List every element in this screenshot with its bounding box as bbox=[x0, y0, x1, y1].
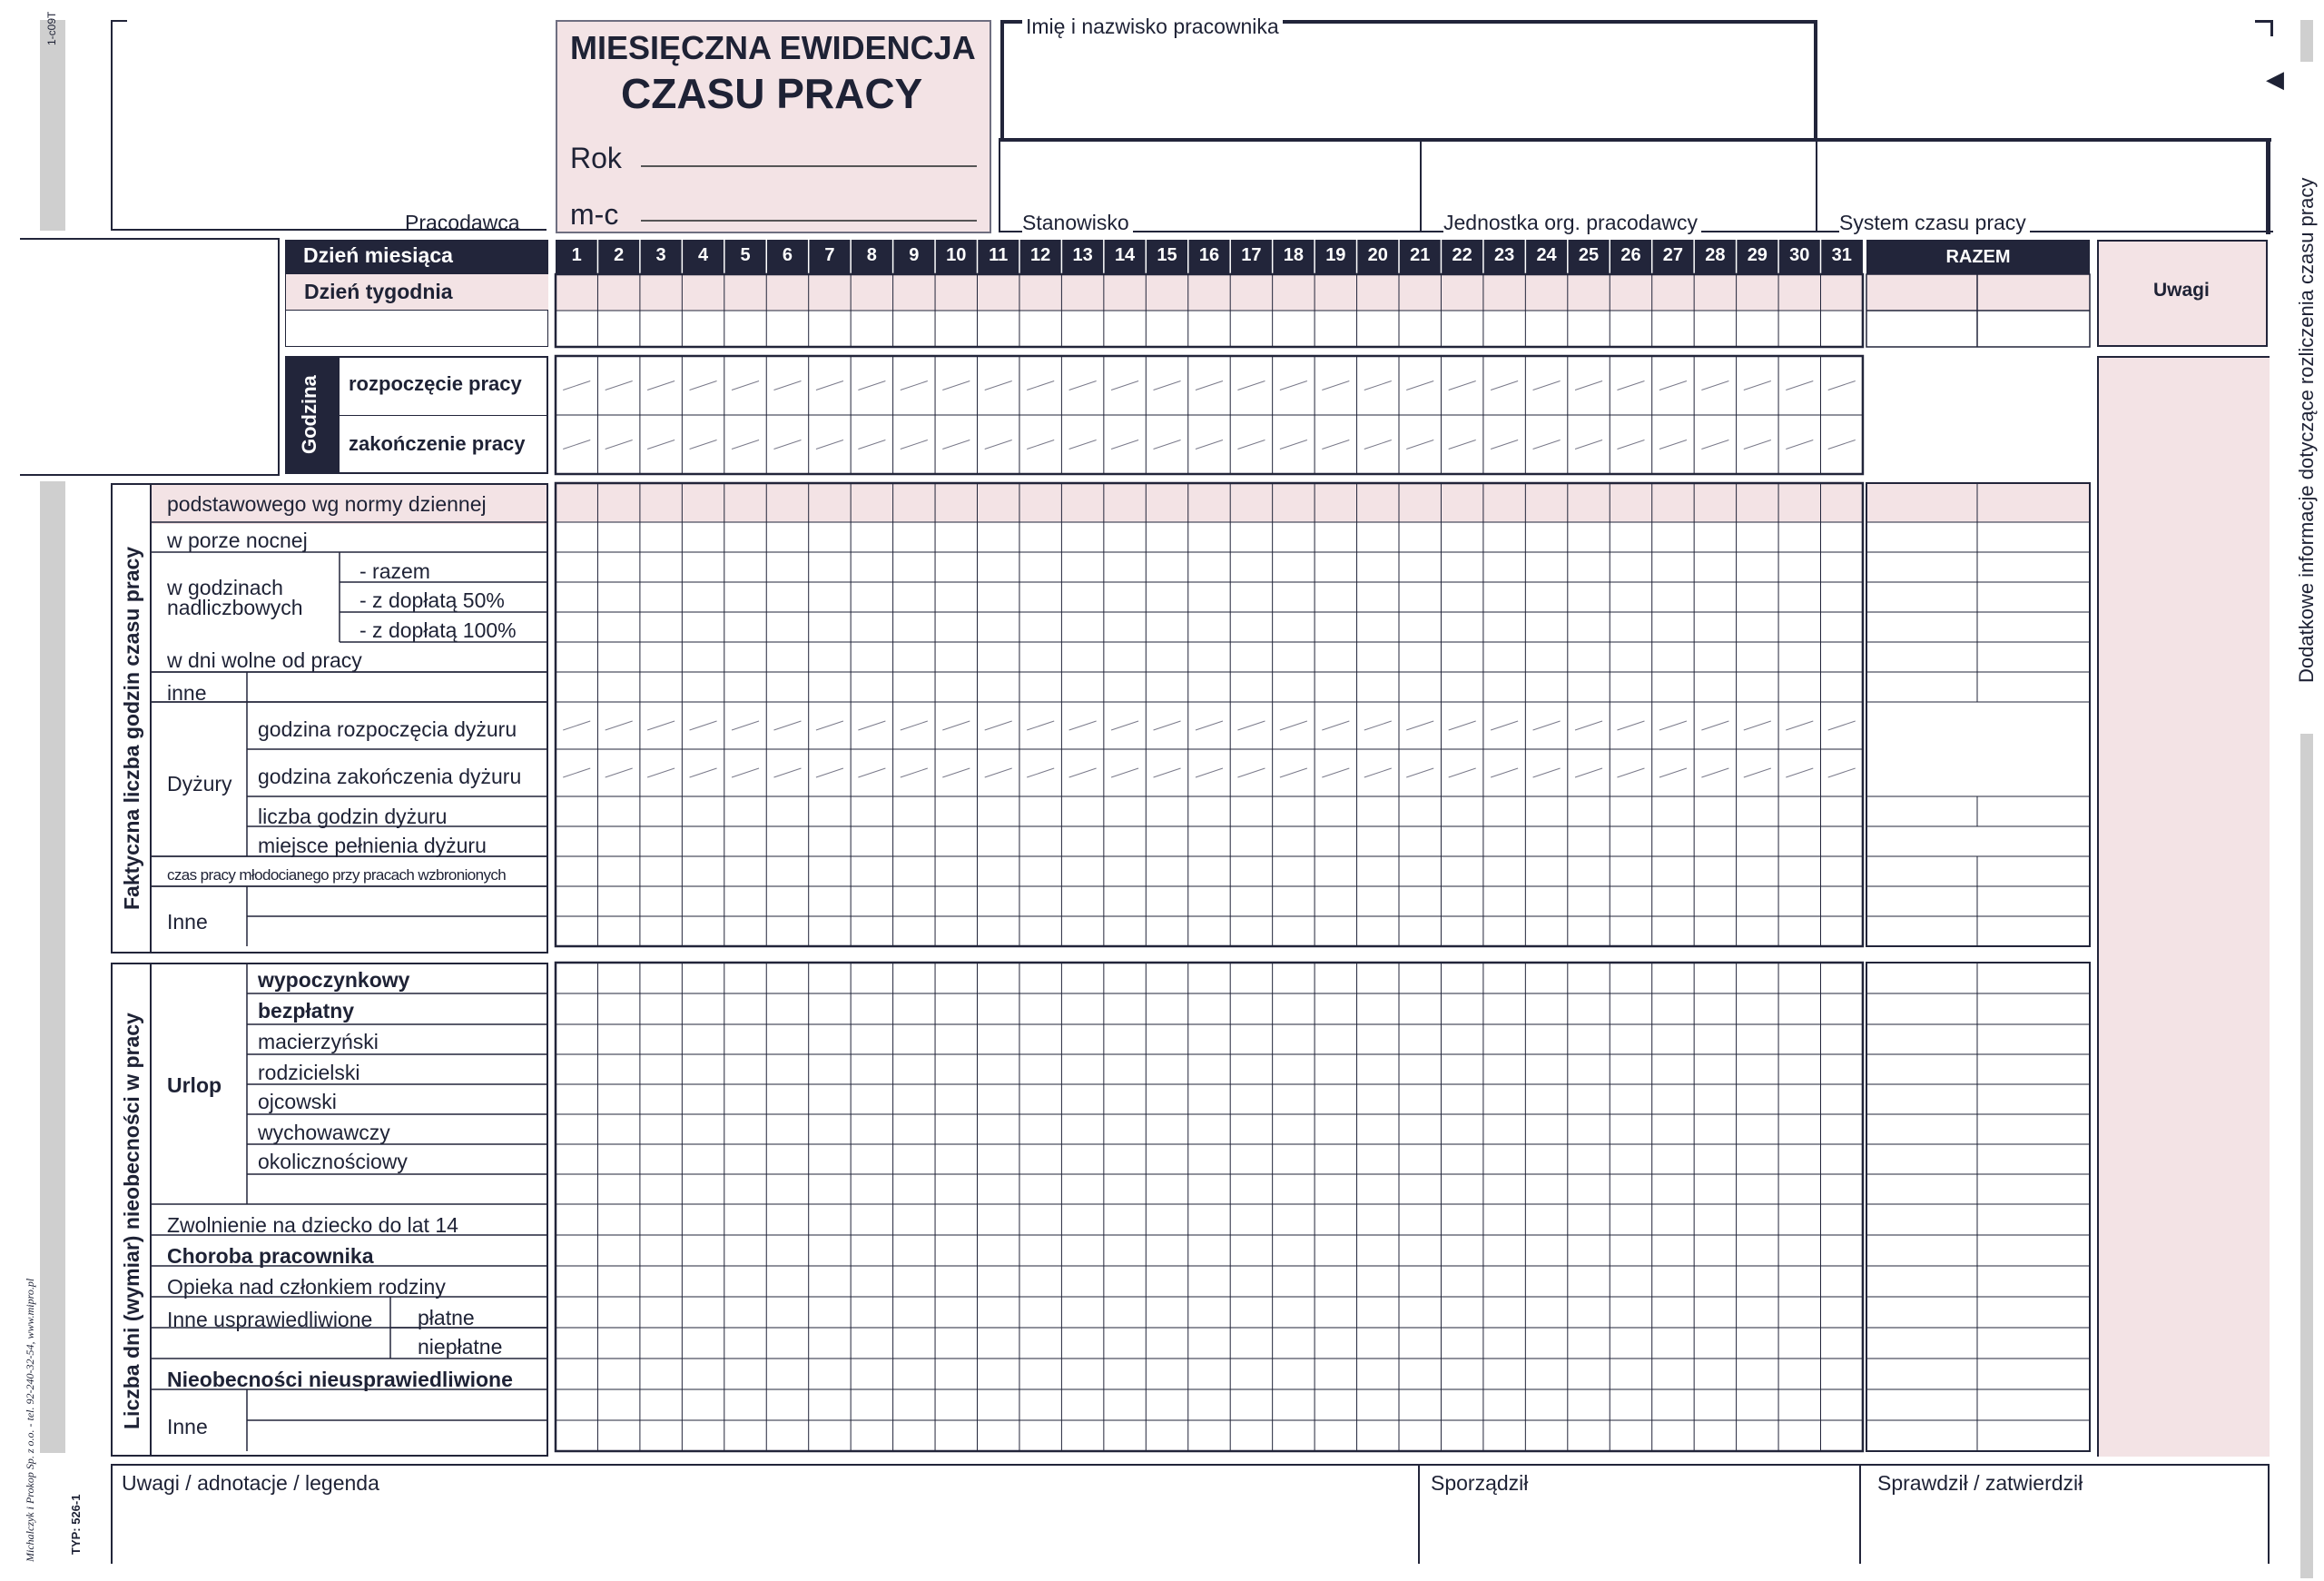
other-justified-label: Inne usprawiedliwione bbox=[167, 1308, 373, 1331]
day-number-3: 3 bbox=[655, 245, 666, 265]
leave-childcare-label: wychowawczy bbox=[258, 1121, 390, 1144]
day-number-18: 18 bbox=[1283, 245, 1304, 265]
employee-name-label: Imię i nazwisko pracownika bbox=[1022, 15, 1283, 39]
day-number-26: 26 bbox=[1620, 245, 1641, 265]
arrow-left-icon: ◀ bbox=[2266, 65, 2284, 93]
prepared-label: Sporządził bbox=[1431, 1471, 1529, 1495]
day-number-9: 9 bbox=[909, 245, 920, 265]
duty-end-label: godzina zakończenia dyżuru bbox=[258, 765, 522, 788]
days-off-label: w dni wolne od pracy bbox=[167, 648, 362, 672]
overtime-label: w godzinach nadliczbowych bbox=[167, 576, 303, 619]
title-line2: CZASU PRACY bbox=[621, 70, 923, 117]
leave-label: Urlop bbox=[167, 1073, 222, 1097]
overtime-50-label: - z dopłatą 50% bbox=[359, 588, 505, 612]
day-number-8: 8 bbox=[866, 245, 877, 265]
section2-title: Liczba dni (wymiar) nieobecności w pracy bbox=[120, 1013, 143, 1429]
duty-hours-label: liczba godzin dyżuru bbox=[258, 805, 448, 828]
other-absence-label: Inne bbox=[167, 1415, 208, 1438]
position-label: Stanowisko bbox=[1022, 211, 1133, 235]
duty-start-label: godzina rozpoczęcia dyżuru bbox=[258, 717, 517, 741]
day-number-20: 20 bbox=[1367, 245, 1388, 265]
leave-maternity-label: macierzyński bbox=[258, 1030, 379, 1053]
day-number-6: 6 bbox=[782, 245, 793, 265]
day-number-28: 28 bbox=[1705, 245, 1726, 265]
work-end-label: zakończenie pracy bbox=[349, 432, 526, 455]
day-of-week-label: Dzień tygodnia bbox=[304, 280, 453, 303]
day-number-13: 13 bbox=[1072, 245, 1093, 265]
godzina-label: Godzina bbox=[298, 375, 320, 454]
printer-info: Michalczyk i Prokop Sp. z o.o. - tel. 92-240-32-54, www.mipro.pl bbox=[24, 1278, 36, 1562]
family-care-label: Opieka nad członkiem rodziny bbox=[167, 1275, 446, 1299]
employer-label: Pracodawca bbox=[405, 211, 520, 234]
day-number-31: 31 bbox=[1831, 245, 1852, 265]
leave-unpaid-label: bezpłatny bbox=[258, 999, 355, 1023]
day-number-14: 14 bbox=[1114, 245, 1136, 265]
other2-label: Inne bbox=[167, 910, 208, 934]
juvenile-label: czas pracy młodocianego przy pracach wzbronionych bbox=[167, 866, 507, 884]
leave-parental-label: rodzicielski bbox=[258, 1061, 360, 1084]
day-number-27: 27 bbox=[1662, 245, 1684, 265]
unpaid-label: niepłatne bbox=[418, 1335, 503, 1359]
day-number-4: 4 bbox=[698, 245, 709, 265]
duty-label: Dyżury bbox=[167, 772, 232, 795]
day-number-16: 16 bbox=[1198, 245, 1220, 265]
overtime-total-label: - razem bbox=[359, 559, 430, 583]
day-number-24: 24 bbox=[1536, 245, 1557, 265]
leave-paternity-label: ojcowski bbox=[258, 1090, 337, 1113]
overtime-100-label: - z dopłatą 100% bbox=[359, 618, 517, 642]
day-number-23: 23 bbox=[1493, 245, 1515, 265]
day-of-month-header: Dzień miesiąca bbox=[285, 240, 548, 274]
day-number-12: 12 bbox=[1030, 245, 1051, 265]
day-number-7: 7 bbox=[824, 245, 835, 265]
system-label: System czasu pracy bbox=[1839, 211, 2030, 235]
sickness-label: Choroba pracownika bbox=[167, 1244, 374, 1268]
form-code: 1-c09T bbox=[45, 11, 58, 45]
notes-label: Uwagi / adnotacje / legenda bbox=[122, 1471, 379, 1495]
right-side-text: Dodatkowe informacje dotyczące rozliczenia czasu pracy bbox=[2295, 177, 2318, 683]
razem-header: RAZEM bbox=[1866, 240, 2090, 274]
approved-label: Sprawdził / zatwierdził bbox=[1877, 1471, 2083, 1495]
day-number-5: 5 bbox=[740, 245, 751, 265]
unjustified-label: Nieobecności nieusprawiedliwione bbox=[167, 1368, 513, 1391]
paid-label: płatne bbox=[418, 1306, 475, 1329]
title-line1: MIESIĘCZNA EWIDENCJA bbox=[570, 29, 976, 66]
day-number-19: 19 bbox=[1325, 245, 1346, 265]
form-type: TYP: 526-1 bbox=[69, 1494, 83, 1555]
rok-label: Rok bbox=[570, 142, 622, 174]
day-number-22: 22 bbox=[1452, 245, 1472, 265]
day-number-25: 25 bbox=[1578, 245, 1600, 265]
mc-label: m-c bbox=[570, 198, 619, 231]
day-number-15: 15 bbox=[1157, 245, 1177, 265]
unit-label: Jednostka org. pracodawcy bbox=[1443, 211, 1701, 235]
day-number-11: 11 bbox=[989, 245, 1009, 265]
child-leave-label: Zwolnienie na dziecko do lat 14 bbox=[167, 1213, 458, 1237]
uwagi-label: Uwagi bbox=[2153, 280, 2210, 301]
other1-label: inne bbox=[167, 681, 207, 705]
leave-occasional-label: okolicznościowy bbox=[258, 1150, 408, 1173]
day-number-30: 30 bbox=[1789, 245, 1810, 265]
day-number-17: 17 bbox=[1241, 245, 1262, 265]
day-number-21: 21 bbox=[1410, 245, 1431, 265]
day-number-29: 29 bbox=[1747, 245, 1768, 265]
work-start-label: rozpoczęcie pracy bbox=[349, 372, 522, 395]
day-number-10: 10 bbox=[946, 245, 967, 265]
duty-place-label: miejsce pełnienia dyżuru bbox=[258, 834, 487, 857]
leave-vacation-label: wypoczynkowy bbox=[258, 968, 410, 992]
night-label: w porze nocnej bbox=[167, 529, 308, 552]
basic-norm-label: podstawowego wg normy dziennej bbox=[167, 492, 487, 516]
day-number-1: 1 bbox=[571, 245, 582, 265]
day-number-2: 2 bbox=[614, 245, 625, 265]
section1-title: Faktyczna liczba godzin czasu pracy bbox=[120, 546, 143, 910]
